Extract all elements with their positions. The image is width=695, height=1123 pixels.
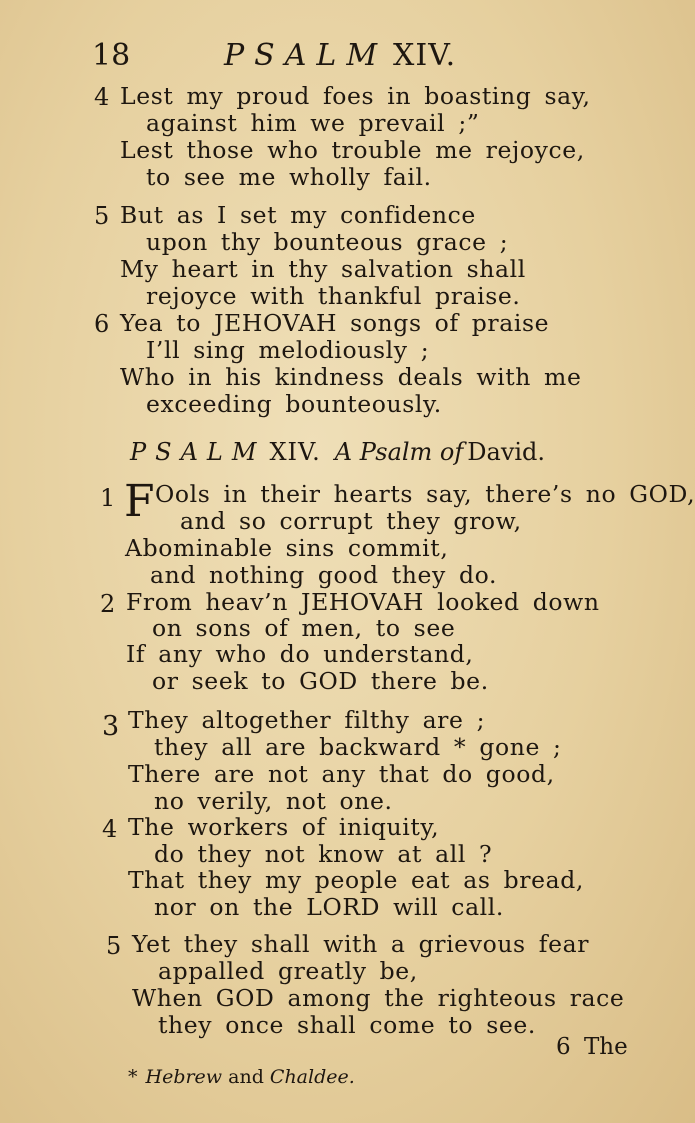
verse-line: to see me wholly fail. — [146, 163, 432, 191]
verse-line: nor on the LORD will call. — [154, 893, 504, 921]
psalm-heading-author: David. — [467, 438, 546, 466]
verse-line: against him we prevail ;” — [146, 109, 480, 137]
verse-line: no verily, not one. — [154, 787, 393, 815]
verse-line: rejoyce with thankful praise. — [146, 282, 521, 310]
stanza-number: 2 — [100, 590, 116, 618]
verse-line: My heart in thy salvation shall — [120, 255, 526, 283]
verse-line: Yet they shall with a grievous fear — [132, 930, 590, 958]
page-number: 18 — [92, 38, 131, 73]
catchword: 6 The — [556, 1034, 628, 1060]
stanza-number: 4 — [102, 815, 118, 843]
verse-line: and nothing good they do. — [150, 561, 498, 589]
psalm-heading-label: PSALM — [130, 438, 266, 466]
verse-line: or seek to GOD there be. — [152, 667, 489, 695]
verse-line: That they my people eat as bread, — [128, 866, 584, 894]
verse-line: If any who do understand, — [126, 640, 474, 668]
verse-line: When GOD among the righteous race — [132, 984, 625, 1012]
stanza-number: 6 — [94, 310, 110, 338]
verse-line: Ools in their hearts say, there’s no GOD, — [155, 480, 695, 508]
stanza-number: 5 — [94, 202, 110, 230]
verse-line: they once shall come to see. — [158, 1011, 536, 1039]
footnote — [128, 1066, 355, 1088]
verse-line: Yea to JEHOVAH songs of praise — [120, 309, 550, 337]
verse-line: they all are backward * gone ; — [154, 733, 562, 761]
running-title-number: XIV. — [393, 38, 457, 73]
stanza-number: 5 — [106, 932, 122, 960]
verse-line: do they not know at all ? — [154, 840, 493, 868]
verse-line: They altogether filthy are ; — [128, 706, 486, 734]
psalm-heading-subtitle: A Psalm of — [334, 438, 464, 466]
drop-cap: F — [124, 476, 155, 527]
running-title — [224, 38, 456, 73]
verse-line: appalled greatly be, — [158, 957, 418, 985]
footnote-first: Hebrew — [145, 1066, 223, 1088]
verse-line: I’ll sing melodiously ; — [146, 336, 430, 364]
psalm-heading-number: XIV. — [269, 438, 321, 466]
page-header — [92, 38, 522, 78]
footnote-joiner: and — [228, 1066, 264, 1088]
footnote-mark: * — [128, 1066, 138, 1088]
verse-line: Lest those who trouble me rejoyce, — [120, 136, 585, 164]
stanza-number: 4 — [94, 83, 110, 111]
verse-line: The workers of iniquity, — [128, 813, 440, 841]
stanza-number: 3 — [102, 711, 120, 742]
stanza-number: 1 — [100, 484, 116, 512]
verse-line: Lest my proud foes in boasting say, — [120, 82, 591, 110]
verse-line: upon thy bounteous grace ; — [146, 228, 509, 256]
verse-line: Who in his kindness deals with me — [120, 363, 582, 391]
verse-line: Abominable sins commit, — [125, 534, 449, 562]
verse-line: But as I set my confidence — [120, 201, 476, 229]
footnote-second: Chaldee. — [269, 1066, 355, 1088]
verse-line: From heav’n JEHOVAH looked down — [126, 588, 600, 616]
verse-line: on sons of men, to see — [152, 614, 456, 642]
verse-line: exceeding bounteously. — [146, 390, 442, 418]
psalm-heading — [130, 438, 610, 472]
verse-line: There are not any that do good, — [128, 760, 555, 788]
verse-line: and so corrupt they grow, — [180, 507, 522, 535]
running-title-label: PSALM — [224, 38, 388, 73]
